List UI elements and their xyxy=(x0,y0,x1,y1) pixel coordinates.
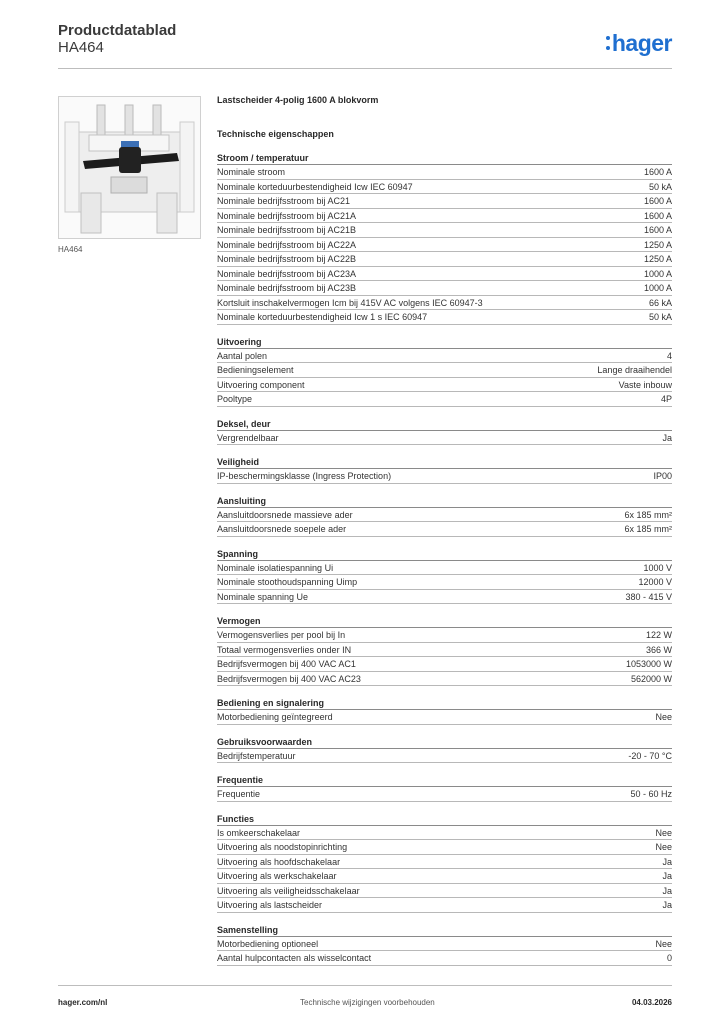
spec-label: Motorbediening geïntegreerd xyxy=(217,712,333,722)
group-spacer xyxy=(217,537,672,548)
spec-label: Nominale bedrijfsstroom bij AC23A xyxy=(217,268,357,279)
spec-row xyxy=(217,657,672,672)
group-spacer xyxy=(217,325,672,336)
spec-group-title: Gebruiksvoorwaarden xyxy=(217,736,672,749)
spec-label: Nominale stroom xyxy=(217,167,286,177)
page-header xyxy=(58,22,672,70)
group-spacer xyxy=(217,725,672,736)
spec-group-title: Functies xyxy=(217,813,672,826)
spec-row xyxy=(217,575,672,590)
spec-row xyxy=(217,951,672,966)
spec-label: Is omkeerschakelaar xyxy=(217,827,301,838)
spec-value: 0 xyxy=(666,953,672,963)
spec-group-title: Stroom / temperatuur xyxy=(217,152,672,165)
spec-label: Uitvoering component xyxy=(217,379,305,390)
spec-group-title: Veiligheid xyxy=(217,456,672,469)
spec-label: Aantal polen xyxy=(217,350,268,361)
spec-row xyxy=(217,628,672,643)
spec-value: 562000 W xyxy=(630,673,672,684)
spec-value: 4 xyxy=(666,350,672,361)
spec-row xyxy=(217,238,672,253)
spec-label: Frequentie xyxy=(217,789,261,799)
spec-label: Nominale korteduurbestendigheid Icw IEC 60947 xyxy=(217,181,413,192)
logo-dots-icon xyxy=(606,36,610,50)
spec-label: Nominale isolatiespanning Ui xyxy=(217,562,334,573)
spec-group-title: Samenstelling xyxy=(217,924,672,937)
group-spacer xyxy=(217,763,672,774)
spec-label: Bedrijfsvermogen bij 400 VAC AC1 xyxy=(217,659,356,669)
document-title: Productdatablad xyxy=(58,22,177,39)
product-description: Lastscheider 4-polig 1600 A blokvorm xyxy=(217,95,379,105)
spec-group-title: Deksel, deur xyxy=(217,418,672,431)
spec-row xyxy=(217,840,672,855)
spec-label: Nominale bedrijfsstroom bij AC21B xyxy=(217,225,357,235)
spec-value: 12000 V xyxy=(638,577,672,587)
spec-row xyxy=(217,469,672,484)
spec-row xyxy=(217,180,672,195)
spec-label: IP-beschermingsklasse (Ingress Protection) xyxy=(217,471,392,481)
spec-value: IP00 xyxy=(653,471,672,481)
spec-row xyxy=(217,508,672,523)
spec-value: 4P xyxy=(660,394,672,404)
spec-value: Ja xyxy=(662,900,672,910)
spec-row xyxy=(217,672,672,687)
spec-label: Uitvoering als werkschakelaar xyxy=(217,871,337,881)
spec-label: Bedrijfsvermogen bij 400 VAC AC23 xyxy=(217,673,361,684)
spec-value: Nee xyxy=(655,938,672,949)
spec-group-title: Uitvoering xyxy=(217,336,672,349)
spec-row xyxy=(217,884,672,899)
spec-row xyxy=(217,296,672,311)
spec-label: Kortsluit inschakelvermogen Icm bij 415V AC volgens IEC 60947-3 xyxy=(217,297,483,308)
spec-group-title: Spanning xyxy=(217,548,672,561)
spec-label: Aantal hulpcontacten als wisselcontact xyxy=(217,953,372,963)
group-spacer xyxy=(217,484,672,495)
spec-row xyxy=(217,431,672,446)
spec-label: Nominale bedrijfsstroom bij AC21A xyxy=(217,210,357,221)
spec-row xyxy=(217,349,672,364)
spec-value: 1053000 W xyxy=(625,659,672,669)
spec-value: 122 W xyxy=(645,630,672,640)
spec-row xyxy=(217,826,672,841)
spec-value: 1600 A xyxy=(643,210,672,221)
spec-label: Uitvoering als veiligheidsschakelaar xyxy=(217,885,360,896)
spec-row xyxy=(217,898,672,913)
spec-label: Nominale spanning Ue xyxy=(217,591,309,602)
spec-label: Nominale bedrijfsstroom bij AC22B xyxy=(217,254,357,264)
spec-label: Motorbediening optioneel xyxy=(217,938,319,949)
spec-value: 1600 A xyxy=(643,196,672,206)
spec-value: Nee xyxy=(655,712,672,722)
spec-row xyxy=(217,749,672,764)
spec-row xyxy=(217,209,672,224)
product-code: HA464 xyxy=(58,39,104,56)
spec-value: 66 kA xyxy=(648,297,672,308)
spec-groups xyxy=(217,152,672,966)
specifications xyxy=(217,95,672,966)
footer-disclaimer: Technische wijzigingen voorbehouden xyxy=(300,998,435,1007)
spec-row xyxy=(217,252,672,267)
spec-label: Nominale bedrijfsstroom bij AC23B xyxy=(217,283,357,293)
spec-value: 1250 A xyxy=(643,254,672,264)
spec-row xyxy=(217,869,672,884)
spec-label: Bedieningselement xyxy=(217,365,294,375)
spec-label: Nominale bedrijfsstroom bij AC22A xyxy=(217,239,357,250)
logo-text: hager xyxy=(611,30,672,56)
spec-row xyxy=(217,310,672,325)
spec-row xyxy=(217,363,672,378)
product-image xyxy=(58,96,201,239)
spec-label: Totaal vermogensverlies onder IN xyxy=(217,644,352,655)
group-spacer xyxy=(217,407,672,418)
footer-divider xyxy=(58,985,672,986)
spec-label: Nominale stoothoudspanning Uimp xyxy=(217,577,358,587)
spec-group-title: Aansluiting xyxy=(217,495,672,508)
spec-row xyxy=(217,223,672,238)
spec-label: Uitvoering als noodstopinrichting xyxy=(217,842,348,852)
spec-value: Lange draaihendel xyxy=(597,365,672,375)
spec-row xyxy=(217,378,672,393)
spec-value: Ja xyxy=(662,871,672,881)
spec-value: Nee xyxy=(655,842,672,852)
spec-value: Ja xyxy=(662,432,672,443)
spec-value: 50 kA xyxy=(648,181,672,192)
spec-row xyxy=(217,392,672,407)
spec-row xyxy=(217,561,672,576)
spec-label: Aansluitdoorsnede soepele ader xyxy=(217,524,347,534)
spec-label: Vergrendelbaar xyxy=(217,432,279,443)
switch-disconnector-illustration xyxy=(59,97,200,238)
spec-row xyxy=(217,590,672,605)
spec-value: 1000 V xyxy=(643,562,672,573)
spec-value: Vaste inbouw xyxy=(618,379,672,390)
spec-value: 366 W xyxy=(645,644,672,655)
spec-row xyxy=(217,643,672,658)
spec-value: 50 kA xyxy=(648,312,672,322)
spec-group-title: Vermogen xyxy=(217,615,672,628)
spec-label: Uitvoering als hoofdschakelaar xyxy=(217,856,341,867)
spec-label: Nominale korteduurbestendigheid Icw 1 s IEC 60947 xyxy=(217,312,428,322)
spec-value: 50 - 60 Hz xyxy=(630,789,672,799)
spec-label: Uitvoering als lastscheider xyxy=(217,900,323,910)
spec-value: 6x 185 mm² xyxy=(624,509,672,520)
spec-group-title: Bediening en signalering xyxy=(217,697,672,710)
spec-row xyxy=(217,855,672,870)
spec-value: 1600 A xyxy=(643,225,672,235)
spec-row xyxy=(217,522,672,537)
footer-date: 04.03.2026 xyxy=(631,998,672,1007)
spec-label: Pooltype xyxy=(217,394,253,404)
spec-row xyxy=(217,281,672,296)
spec-row xyxy=(217,165,672,180)
spec-group-title: Frequentie xyxy=(217,774,672,787)
image-caption: HA464 xyxy=(58,245,83,254)
spec-value: 1000 A xyxy=(643,283,672,293)
spec-value: 1250 A xyxy=(643,239,672,250)
spec-row xyxy=(217,787,672,802)
group-spacer xyxy=(217,686,672,697)
group-spacer xyxy=(217,604,672,615)
spec-label: Vermogensverlies per pool bij In xyxy=(217,630,346,640)
spec-value: 1000 A xyxy=(643,268,672,279)
spec-value: Nee xyxy=(655,827,672,838)
spec-row xyxy=(217,194,672,209)
header-divider xyxy=(58,68,672,69)
spec-row xyxy=(217,267,672,282)
technical-properties-title: Technische eigenschappen xyxy=(217,129,334,139)
spec-row xyxy=(217,710,672,725)
group-spacer xyxy=(217,445,672,456)
hager-logo xyxy=(606,30,672,57)
spec-label: Bedrijfstemperatuur xyxy=(217,750,296,761)
spec-value: Ja xyxy=(662,856,672,867)
spec-row xyxy=(217,937,672,952)
spec-value: Ja xyxy=(662,885,672,896)
spec-value: 380 - 415 V xyxy=(625,591,672,602)
spec-value: 1600 A xyxy=(643,167,672,177)
spec-label: Nominale bedrijfsstroom bij AC21 xyxy=(217,196,351,206)
spec-value: -20 - 70 °C xyxy=(628,750,672,761)
group-spacer xyxy=(217,802,672,813)
group-spacer xyxy=(217,913,672,924)
footer-website: hager.com/nl xyxy=(58,998,108,1007)
spec-value: 6x 185 mm² xyxy=(624,524,672,534)
spec-label: Aansluitdoorsnede massieve ader xyxy=(217,509,353,520)
